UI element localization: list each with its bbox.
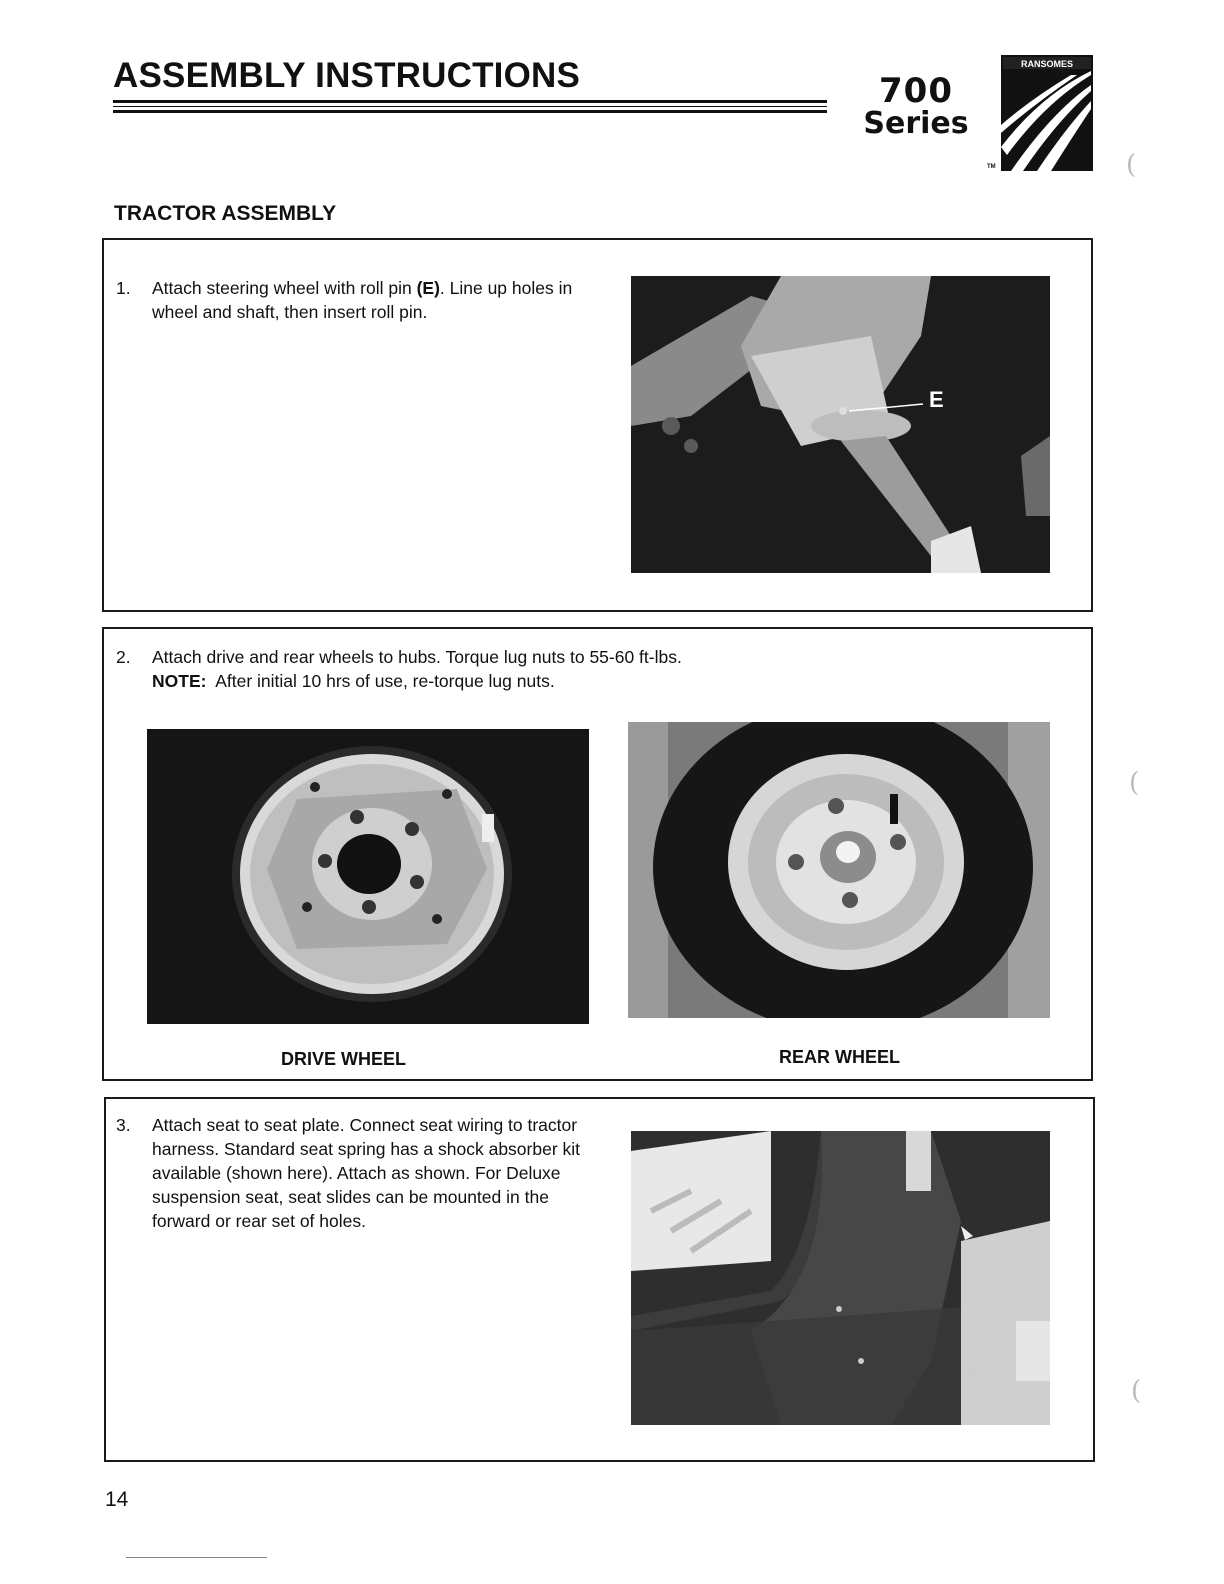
- title-rule-top: [113, 100, 827, 103]
- title-rule-bottom: [113, 110, 827, 113]
- series-badge: [846, 71, 986, 141]
- step-1-text: [116, 276, 586, 324]
- seat-plate-photo: [631, 1131, 1050, 1425]
- step-2-number: 2.: [116, 647, 131, 667]
- page-title: ASSEMBLY INSTRUCTIONS: [113, 56, 581, 95]
- bracket-mark-icon: (: [1131, 1376, 1142, 1406]
- rear-wheel-caption: REAR WHEEL: [779, 1047, 900, 1067]
- rear-wheel-photo: [628, 722, 1050, 1018]
- step-3-number: 3.: [116, 1115, 131, 1135]
- section-title: TRACTOR ASSEMBLY: [114, 202, 337, 225]
- step-1-text-a: Attach steering wheel with roll pin: [152, 278, 417, 298]
- step-2-note-label: NOTE:: [152, 671, 207, 691]
- bracket-mark-icon: (: [1126, 150, 1137, 180]
- title-rule-middle: [113, 106, 827, 107]
- step-1-text-b: . Line up holes in wheel and shaft, then insert roll pin.: [152, 278, 573, 322]
- drive-wheel-photo: [147, 729, 589, 1024]
- step-1-body: [116, 276, 586, 324]
- series-number: 700: [879, 71, 953, 111]
- ransomes-logo-icon: [1001, 55, 1093, 171]
- step-1-number: 1.: [116, 278, 131, 298]
- trademark-mark: TM: [987, 164, 996, 170]
- step-1-callout: (E): [416, 278, 440, 298]
- series-word: Series: [863, 106, 969, 141]
- brand-name: RANSOMES: [1020, 59, 1074, 69]
- footer-line: [126, 1557, 267, 1558]
- step-2-body: [116, 645, 976, 693]
- step-3-text: [116, 1113, 592, 1233]
- step-2-instruction: Attach drive and rear wheels to hubs. Torque lug nuts to 55-60 ft-lbs.: [152, 647, 682, 667]
- roll-pin-label: E: [929, 387, 944, 412]
- step-2-note-text: After initial 10 hrs of use, re-torque lug nuts.: [215, 671, 555, 691]
- steering-wheel-photo: [631, 276, 1050, 573]
- drive-wheel-caption: DRIVE WHEEL: [281, 1049, 407, 1069]
- bracket-mark-icon: (: [1129, 768, 1140, 798]
- step-3-body: Attach seat to seat plate. Connect seat wiring to tractor harness. Standard seat spring has a shock absorber kit available (shown here). Attach as shown. For Deluxe suspension seat, seat slides can be mounted in the forward or rear set of holes.: [152, 1115, 581, 1231]
- step-2-text: [116, 645, 976, 693]
- page-number: 14: [105, 1488, 129, 1511]
